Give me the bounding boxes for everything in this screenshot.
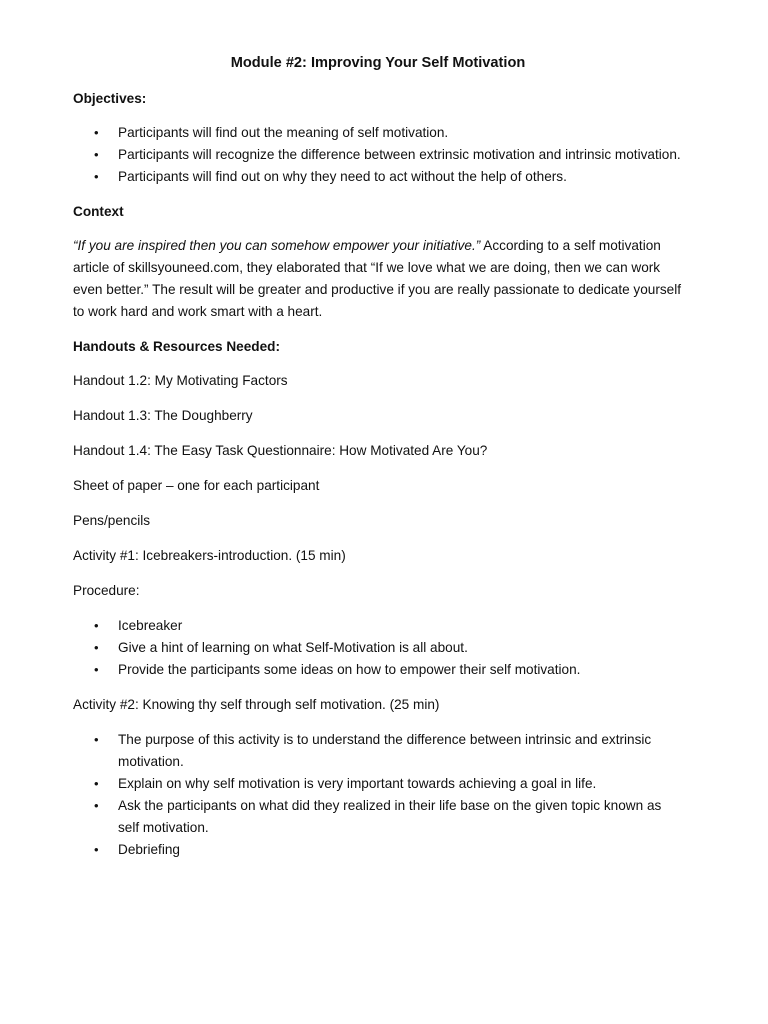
list-item xyxy=(73,637,683,659)
procedure-text: Provide the participants some ideas on how to empower their self motivation. xyxy=(118,662,581,677)
activity1-list xyxy=(73,615,683,681)
bullet-icon: • xyxy=(94,732,99,747)
resource-item: Handout 1.2: My Motivating Factors xyxy=(73,373,288,388)
bullet-icon: • xyxy=(94,125,99,140)
procedure-text: Icebreaker xyxy=(118,618,183,633)
list-item xyxy=(73,795,683,839)
context-heading: Context xyxy=(73,204,124,219)
bullet-icon: • xyxy=(94,776,99,791)
procedure-label: Procedure: xyxy=(73,583,140,598)
context-quote: “If you are inspired then you can somehow empower your initiative.” xyxy=(73,238,481,253)
objectives-list xyxy=(73,122,683,188)
activity-text: Debriefing xyxy=(118,842,180,857)
document-content xyxy=(73,52,683,874)
list-item xyxy=(73,659,683,681)
list-item xyxy=(73,144,683,166)
activity1-title: Activity #1: Icebreakers-introduction. (15 min) xyxy=(73,548,346,563)
list-item xyxy=(73,839,683,861)
activity-text: Explain on why self motivation is very important towards achieving a goal in life. xyxy=(118,776,597,791)
bullet-icon: • xyxy=(94,169,99,184)
list-item xyxy=(73,122,683,144)
activity-text: The purpose of this activity is to understand the difference between intrinsic and extrinsic motivation. xyxy=(118,732,652,769)
resource-item: Pens/pencils xyxy=(73,513,151,528)
objective-text: Participants will find out the meaning of self motivation. xyxy=(118,125,449,140)
list-item xyxy=(73,166,683,188)
list-item xyxy=(73,729,683,773)
activity2-title: Activity #2: Knowing thy self through self motivation. (25 min) xyxy=(73,697,440,712)
objectives-heading: Objectives: xyxy=(73,91,147,106)
resource-item: Handout 1.3: The Doughberry xyxy=(73,408,253,423)
bullet-icon: • xyxy=(94,618,99,633)
bullet-icon: • xyxy=(94,640,99,655)
objective-text: Participants will find out on why they need to act without the help of others. xyxy=(118,169,567,184)
bullet-icon: • xyxy=(94,662,99,677)
context-text: According to a self motivation article of skillsyouneed.com, they elaborated that “If we love what we are doing, then we can work even better.” The result will be greater and productive if you are really passionate to dedicate yourself to work hard and work smart with a heart. xyxy=(73,238,682,319)
context-paragraph xyxy=(73,235,683,323)
list-item xyxy=(73,615,683,637)
list-item xyxy=(73,773,683,795)
activity-text: Ask the participants on what did they realized in their life base on the given topic known as self motivation. xyxy=(118,798,662,835)
objective-text: Participants will recognize the difference between extrinsic motivation and intrinsic motivation. xyxy=(118,147,681,162)
bullet-icon: • xyxy=(94,842,99,857)
document-title: Module #2: Improving Your Self Motivation xyxy=(230,55,526,71)
procedure-text: Give a hint of learning on what Self-Motivation is all about. xyxy=(118,640,468,655)
activity2-list xyxy=(73,729,683,861)
resource-item: Handout 1.4: The Easy Task Questionnaire: How Motivated Are You? xyxy=(73,443,488,458)
bullet-icon: • xyxy=(94,147,99,162)
resource-item: Sheet of paper – one for each participant xyxy=(73,478,320,493)
bullet-icon: • xyxy=(94,798,99,813)
resources-heading: Handouts & Resources Needed: xyxy=(73,339,280,354)
